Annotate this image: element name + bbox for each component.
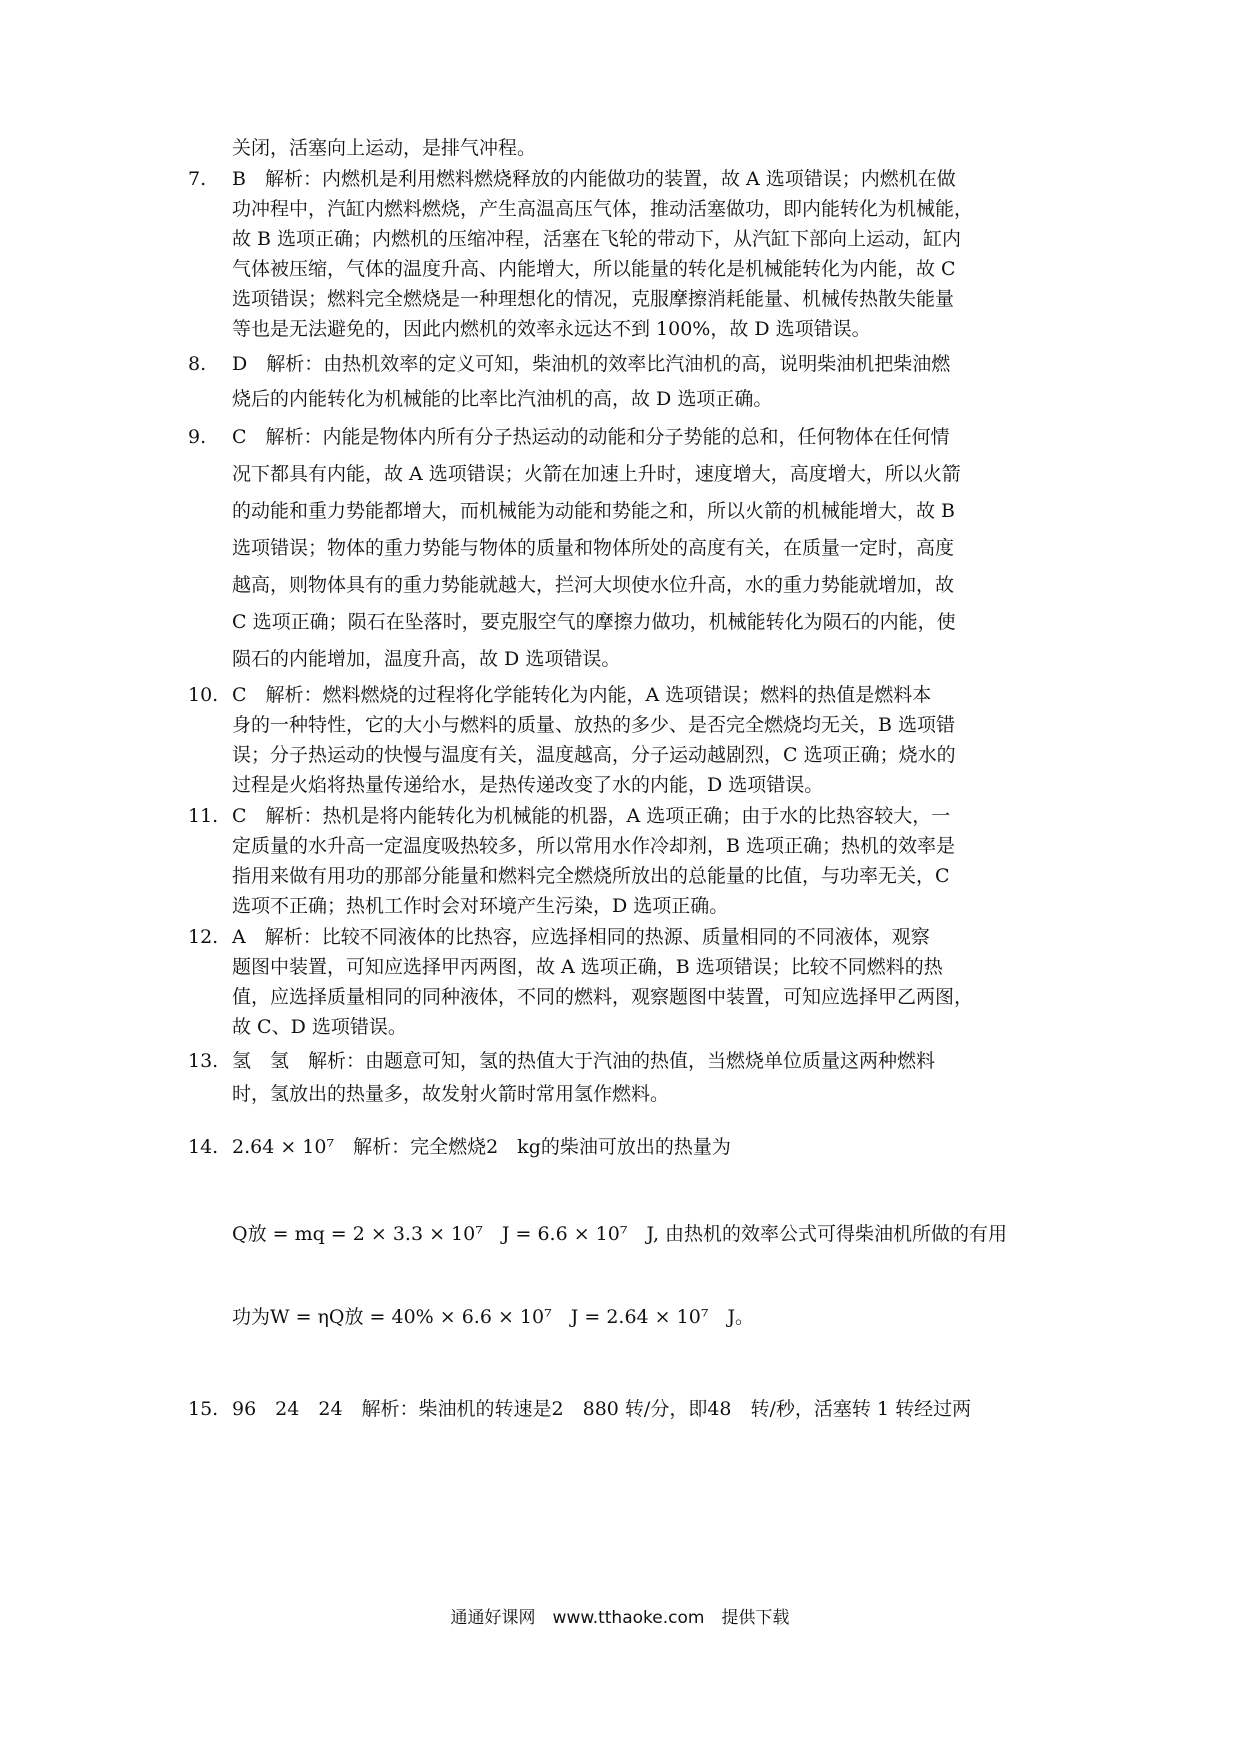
item-number: 12.: [188, 926, 219, 948]
text-line: 选项不正确；热机工作时会对环境产生污染，D 选项正确。: [232, 895, 729, 917]
text-line: 陨石的内能增加，温度升高，故 D 选项错误。: [232, 648, 621, 670]
text-line: C 选项正确；陨石在坠落时，要克服空气的摩擦力做功，机械能转化为陨石的内能，使: [232, 611, 956, 633]
text-line: 时，氢放出的热量多，故发射火箭时常用氢作燃料。: [232, 1083, 670, 1105]
text-line: C 解析：内能是物体内所有分子热运动的动能和分子势能的总和，任何物体在任何情: [232, 426, 950, 448]
text-line: 选项错误；物体的重力势能与物体的质量和物体所处的高度有关，在质量一定时，高度: [232, 537, 955, 559]
text-line: 功冲程中，汽缸内燃料燃烧，产生高温高压气体，推动活塞做功，即内能转化为机械能，: [232, 198, 974, 220]
item-number: 15.: [188, 1398, 219, 1420]
text-line: 过程是火焰将热量传递给水，是热传递改变了水的内能，D 选项错误。: [232, 774, 824, 796]
item-number: 11.: [188, 805, 219, 827]
item-number: 9.: [188, 426, 207, 448]
item-number: 13.: [188, 1050, 219, 1072]
text-line: D 解析：由热机效率的定义可知，柴油机的效率比汽油机的高，说明柴油机把柴油燃: [232, 353, 951, 375]
text-line: 越高，则物体具有的重力势能就越大，拦河大坝使水位升高，水的重力势能就增加，故: [232, 574, 955, 596]
item-number: 10.: [188, 684, 219, 706]
text-line: 故 C、D 选项错误。: [232, 1016, 407, 1038]
text-line: 身的一种特性，它的大小与燃料的质量、放热的多少、是否完全燃烧均无关，B 选项错: [232, 714, 956, 736]
text-line: 题图中装置，可知应选择甲丙两图，故 A 选项正确，B 选项错误；比较不同燃料的热: [232, 956, 943, 978]
text-line: 况下都具有内能，故 A 选项错误；火箭在加速上升时，速度增大，高度增大，所以火箭: [232, 463, 961, 485]
text-line: 选项错误；燃料完全燃烧是一种理想化的情况，克服摩擦消耗能量、机械传热散失能量: [232, 288, 955, 310]
formula-line: 功为W = ηQ放 = 40% × 6.6 × 10⁷ J = 2.64 × 10⁷ J。: [232, 1306, 755, 1328]
text-line: 96 24 24 解析：柴油机的转速是2 880 转/分，即48 转/秒，活塞转 1 转经过两: [232, 1398, 972, 1420]
text-line: C 解析：热机是将内能转化为机械能的机器，A 选项正确；由于水的比热容较大，一: [232, 805, 951, 827]
page-footer: 通通好课网 www.tthaoke.com 提供下载: [450, 1608, 790, 1628]
text-line: 烧后的内能转化为机械能的比率比汽油机的高，故 D 选项正确。: [232, 388, 773, 410]
item-number: 14.: [188, 1136, 219, 1158]
text-line: 气体被压缩，气体的温度升高、内能增大，所以能量的转化是机械能转化为内能，故 C: [232, 258, 956, 280]
text-line: 故 B 选项正确；内燃机的压缩冲程，活塞在飞轮的带动下，从汽缸下部向上运动，缸内: [232, 228, 962, 250]
item-number: 8.: [188, 353, 207, 375]
text-line: 值，应选择质量相同的同种液体，不同的燃料，观察题图中装置，可知应选择甲乙两图，: [232, 986, 974, 1008]
text-line: 2.64 × 10⁷ 解析：完全燃烧2 kg的柴油可放出的热量为: [232, 1136, 731, 1158]
text-line: 等也是无法避免的，因此内燃机的效率永远达不到 100%，故 D 选项错误。: [232, 318, 871, 340]
text-line: 误；分子热运动的快慢与温度有关，温度越高，分子运动越剧烈，C 选项正确；烧水的: [232, 744, 956, 766]
text-line: A 解析：比较不同液体的比热容，应选择相同的热源、质量相同的不同液体，观察: [232, 926, 930, 948]
item-number: 7.: [188, 168, 207, 190]
text-line: 定质量的水升高一定温度吸热较多，所以常用水作冷却剂，B 选项正确；热机的效率是: [232, 835, 956, 857]
text-line: B 解析：内燃机是利用燃料燃烧释放的内能做功的装置，故 A 选项错误；内燃机在做: [232, 168, 956, 190]
text-line: 关闭，活塞向上运动，是排气冲程。: [232, 137, 537, 159]
text-line: 指用来做有用功的那部分能量和燃料完全燃烧所放出的总能量的比值，与功率无关，C: [232, 865, 950, 887]
text-line: C 解析：燃料燃烧的过程将化学能转化为内能，A 选项错误；燃料的热值是燃料本: [232, 684, 932, 706]
text-line: 的动能和重力势能都增大，而机械能为动能和势能之和，所以火箭的机械能增大，故 B: [232, 500, 956, 522]
formula-line: Q放 = mq = 2 × 3.3 × 10⁷ J = 6.6 × 10⁷ J, 由热机的效率公式可得柴油机所做的有用: [232, 1223, 1008, 1245]
text-line: 氢 氢 解析：由题意可知，氢的热值大于汽油的热值，当燃烧单位质量这两种燃料: [232, 1050, 936, 1072]
